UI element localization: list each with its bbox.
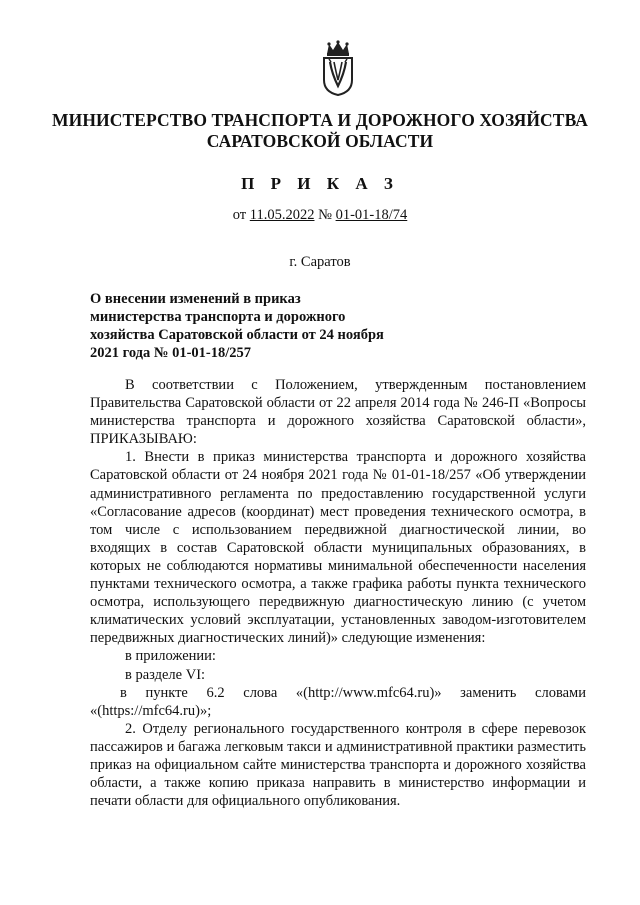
paragraph-section: в разделе VI: [125, 666, 206, 683]
document-body [90, 376, 586, 810]
paragraph-appendix: в приложении: [125, 648, 216, 665]
date-prefix: от [232, 207, 247, 223]
org-name-line-2: САРАТОВСКОЙ ОБЛАСТИ [206, 131, 434, 151]
coat-of-arms-icon [318, 40, 358, 96]
paragraph-clause: в пункте 6.2 слова «(http://www.mfc64.ru)» заменить словами «(https://mfc64.ru)»; [90, 684, 586, 719]
document-city: г. Саратов [289, 254, 351, 270]
document-date: 11.05.2022 [249, 207, 315, 223]
number-prefix: № [318, 207, 332, 223]
paragraph-preamble: В соответствии с Положением, утвержденным постановлением Правительства Саратовской области от 22 апреля 2014 года № 246-П «Вопросы министерства транспорта и дорожного хозяйства Саратовской области», ПРИКАЗЫВАЮ: [90, 377, 586, 448]
document-type: П Р И К А З [241, 174, 399, 193]
paragraph-item-1: 1. Внести в приказ министерства транспорта и дорожного хозяйства Саратовской области от 24 ноября 2021 года № 01-01-18/257 «Об утверждении административного регламента по предоставлению государственной услуги «Согласование адресов (координат) мест проведения технического осмотра, в том числе с использованием передвижной диагностической линии, во входящих в состав Саратовской области муниципальных образованиях, в которых не соблюдаются нормативы минимальной обеспеченности населения пунктами технического осмотра, а также графика работы пункта технического осмотра, использующего передвижную диагностическую линию (с учетом климатических условий эксплуатации, установленных заводом-изготовителем передвижных диагностических линий)» следующие изменения: [90, 449, 586, 647]
document-date-line [0, 207, 640, 224]
paragraph-item-2: 2. Отделу регионального государственного контроля в сфере перевозок пассажиров и багажа легковым такси и административной практики разместить приказ на официальном сайте министерства транспорта и дорожного хозяйства области, а также копию приказа направить в министерство информации и печати области для официального опубликования. [90, 720, 586, 810]
document-title: О внесении изменений в приказ министерства транспорта и дорожного хозяйства Саратовской области от 24 ноября 2021 года № 01-01-18/257 [90, 291, 384, 361]
document-number: 01-01-18/74 [335, 207, 408, 223]
org-name-line-1: МИНИСТЕРСТВО ТРАНСПОРТА И ДОРОЖНОГО ХОЗЯЙСТВА [52, 110, 588, 130]
